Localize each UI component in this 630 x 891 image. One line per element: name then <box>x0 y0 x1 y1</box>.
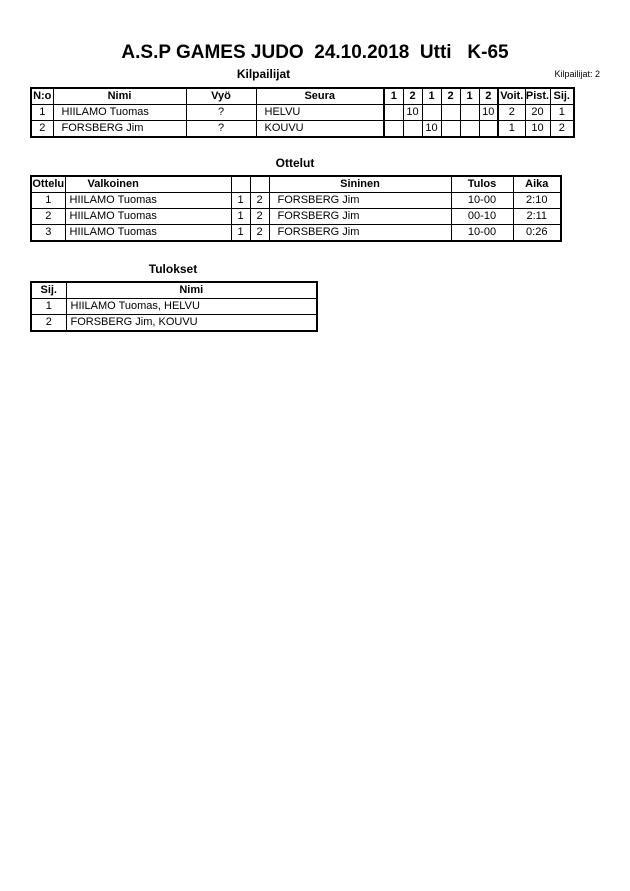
cell-match-no: 3 <box>31 225 65 242</box>
cell-aika: 2:10 <box>513 193 561 209</box>
cell-valkoinen: HIILAMO Tuomas <box>65 193 231 209</box>
cell-seura: HELVU <box>256 105 384 121</box>
kilpailijat-header-row <box>31 88 574 105</box>
cell-score-4 <box>441 105 460 121</box>
cell-nimi: FORSBERG Jim, KOUVU <box>66 315 317 332</box>
tulokset-table <box>30 281 318 332</box>
header-blank-2 <box>250 176 269 193</box>
cell-valkoinen: HIILAMO Tuomas <box>65 225 231 242</box>
cell-corner-1: 1 <box>231 225 250 242</box>
header-nimi: Nimi <box>53 88 186 105</box>
competitor-count-label: Kilpailijat: 2 <box>554 69 600 79</box>
cell-aika: 2:11 <box>513 209 561 225</box>
cell-voit: 1 <box>498 121 525 138</box>
cell-sij: 2 <box>550 121 574 138</box>
cell-sininen: FORSBERG Jim <box>269 193 451 209</box>
cell-score-6 <box>479 121 498 138</box>
cell-vyo: ? <box>186 121 256 138</box>
cell-nro: 1 <box>31 105 53 121</box>
header-sij: Sij. <box>31 282 66 299</box>
tulokset-row <box>31 315 317 332</box>
header-sininen: Sininen <box>269 176 451 193</box>
cell-match-no: 1 <box>31 193 65 209</box>
ottelut-row <box>31 193 561 209</box>
cell-score-3 <box>422 105 441 121</box>
ottelut-row <box>31 225 561 242</box>
section-title-ottelut: Ottelut <box>275 156 315 170</box>
cell-valkoinen: HIILAMO Tuomas <box>65 209 231 225</box>
kilpailijat-row <box>31 121 574 138</box>
header-score-3: 1 <box>422 88 441 105</box>
section-title-kilpailijat: Kilpailijat <box>236 67 291 81</box>
header-pist: Pist. <box>525 88 550 105</box>
cell-nimi: HIILAMO Tuomas <box>53 105 186 121</box>
ottelut-table <box>30 175 562 242</box>
tulokset-row <box>31 299 317 315</box>
cell-score-1 <box>384 121 403 138</box>
cell-pist: 10 <box>525 121 550 138</box>
header-nimi: Nimi <box>66 282 317 299</box>
cell-corner-1: 1 <box>231 193 250 209</box>
section-title-tulokset: Tulokset <box>148 262 198 276</box>
cell-corner-2: 2 <box>250 209 269 225</box>
header-voit: Voit. <box>498 88 525 105</box>
cell-sij: 1 <box>550 105 574 121</box>
cell-sininen: FORSBERG Jim <box>269 209 451 225</box>
cell-score-1 <box>384 105 403 121</box>
cell-sij: 1 <box>31 299 66 315</box>
header-nro: N:o <box>31 88 53 105</box>
header-blank-1 <box>231 176 250 193</box>
cell-tulos: 10-00 <box>451 193 513 209</box>
cell-aika: 0:26 <box>513 225 561 242</box>
cell-score-6: 10 <box>479 105 498 121</box>
cell-corner-2: 2 <box>250 225 269 242</box>
cell-tulos: 00-10 <box>451 209 513 225</box>
cell-score-5 <box>460 105 479 121</box>
header-score-4: 2 <box>441 88 460 105</box>
header-score-6: 2 <box>479 88 498 105</box>
cell-sij: 2 <box>31 315 66 332</box>
header-valkoinen: Valkoinen <box>65 176 231 193</box>
cell-match-no: 2 <box>31 209 65 225</box>
cell-pist: 20 <box>525 105 550 121</box>
cell-corner-2: 2 <box>250 193 269 209</box>
tulokset-header-row <box>31 282 317 299</box>
header-score-5: 1 <box>460 88 479 105</box>
header-aika: Aika <box>513 176 561 193</box>
cell-nimi: FORSBERG Jim <box>53 121 186 138</box>
cell-corner-1: 1 <box>231 209 250 225</box>
cell-score-4 <box>441 121 460 138</box>
cell-sininen: FORSBERG Jim <box>269 225 451 242</box>
cell-score-3: 10 <box>422 121 441 138</box>
cell-nro: 2 <box>31 121 53 138</box>
ottelut-header-row <box>31 176 561 193</box>
header-ottelu: Ottelu <box>31 176 65 193</box>
cell-voit: 2 <box>498 105 525 121</box>
kilpailijat-table <box>30 87 575 138</box>
header-sij: Sij. <box>550 88 574 105</box>
cell-vyo: ? <box>186 105 256 121</box>
cell-score-2 <box>403 121 422 138</box>
header-score-1: 1 <box>384 88 403 105</box>
header-seura: Seura <box>256 88 384 105</box>
cell-score-2: 10 <box>403 105 422 121</box>
page-title: A.S.P GAMES JUDO 24.10.2018 Utti K-65 <box>121 42 509 63</box>
cell-score-5 <box>460 121 479 138</box>
header-vyo: Vyö <box>186 88 256 105</box>
kilpailijat-row <box>31 105 574 121</box>
header-tulos: Tulos <box>451 176 513 193</box>
cell-seura: KOUVU <box>256 121 384 138</box>
cell-tulos: 10-00 <box>451 225 513 242</box>
ottelut-row <box>31 209 561 225</box>
header-score-2: 2 <box>403 88 422 105</box>
cell-nimi: HIILAMO Tuomas, HELVU <box>66 299 317 315</box>
